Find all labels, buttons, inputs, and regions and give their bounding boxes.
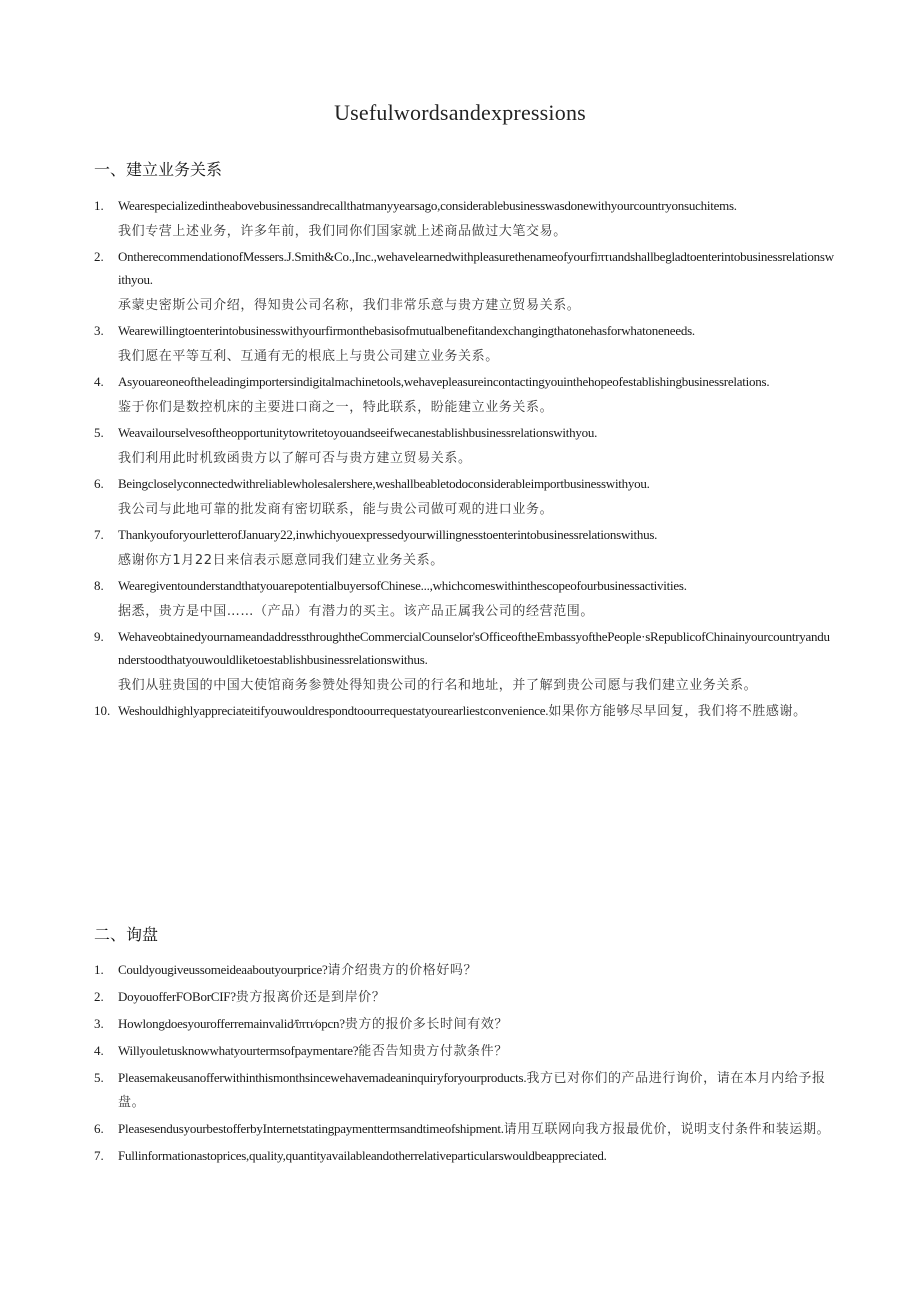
english-sentence: OntherecommendationofMessers.J.Smith&Co.,Inc.,wehavelearnedwithpleasurethenameofyourfiπτιandshallbegladtoenterintobusinessrelationswithyou. [118, 249, 834, 287]
list-item [94, 472, 834, 521]
chinese-translation: 据悉，贵方是中国……（产品）有潜力的买主。该产品正属我公司的经营范围。 [118, 604, 595, 619]
item-number: 7. [94, 527, 104, 542]
item-number: 3. [94, 1016, 104, 1031]
english-sentence: Fullinformationastoprices,quality,quantityavailableandotherrelativeparticularswouldbeappreciated. [118, 1148, 607, 1163]
english-sentence: WearegiventounderstandthatyouarepotentialbuyersofChinese...,whichcomeswithinthescopeofourbusinessactivities. [118, 578, 687, 593]
item-number: 6. [94, 1121, 104, 1136]
list-item [94, 625, 834, 697]
english-sentence: WehaveobtainedyournameandaddressthroughtheCommercialCounselor'sOfficeoftheEmbassyofthePeople·sRepublicofChinainyourcountryandunderstoodthatyouwouldliketoestablishbusinessrelationswithus. [118, 629, 830, 667]
list-item [94, 958, 834, 982]
business-relations-list [94, 194, 834, 723]
chinese-translation: 我们从驻贵国的中国大使馆商务参赞处得知贵公司的行名和地址，并了解到贵公司愿与我们建立业务关系。 [118, 678, 758, 693]
list-item [94, 699, 834, 723]
section-heading-business-relations: 一、建立业务关系 [94, 160, 223, 179]
item-number: 2. [94, 249, 104, 264]
list-item [94, 194, 834, 243]
item-number: 9. [94, 629, 104, 644]
list-item [94, 1117, 834, 1141]
list-item [94, 574, 834, 623]
item-number: 6. [94, 476, 104, 491]
english-sentence: Asyouareoneoftheleadingimportersindigitalmachinetools,wehavepleasureincontactingyouinthehopeofestablishingbusinessrelations. [118, 374, 770, 389]
english-sentence: Beingcloselyconnectedwithreliablewholesalershere,weshallbeabletodoconsiderableimportbusinesswithyou. [118, 476, 650, 491]
list-item [94, 1144, 834, 1167]
item-number: 4. [94, 1043, 104, 1058]
english-sentence: Howlongdoesyourofferremainvalid∕ϊπτι∕opcn? [118, 1016, 345, 1031]
chinese-translation: 贵方的报价多长时间有效？ [344, 1017, 509, 1032]
english-sentence: ThankyouforyourletterofJanuary22,inwhichyouexpressedyourwillingnesstoenterintobusinessrelationswithus. [118, 527, 658, 542]
item-number: 4. [94, 374, 104, 389]
chinese-translation: 我公司与此地可靠的批发商有密切联系，能与贵公司做可观的进口业务。 [118, 502, 554, 517]
item-number: 2. [94, 989, 104, 1004]
chinese-translation: 能否告知贵方付款条件？ [358, 1044, 508, 1059]
item-number: 3. [94, 323, 104, 338]
list-item [94, 523, 834, 572]
english-sentence: Wearespecializedintheabovebusinessandrecallthatmanyyearsago,considerablebusinesswasdonewithyourcountryonsuchitems. [118, 198, 737, 213]
english-sentence: Couldyougiveussomeideaaboutyourprice? [118, 962, 328, 977]
english-sentence: PleasesendusyourbestofferbyInternetstatingpaymenttermsandtimeofshipment. [118, 1121, 504, 1136]
section-heading-inquiry: 二、询盘 [94, 925, 159, 944]
chinese-translation: 请用互联网向我方报最优价，说明支付条件和装运期。 [503, 1122, 831, 1137]
list-item [94, 985, 834, 1009]
english-sentence: DoyouofferFOBorCIF? [118, 989, 236, 1004]
chinese-translation: 如果你方能够尽早回复，我们将不胜感谢。 [548, 704, 807, 719]
chinese-translation: 我们专营上述业务，许多年前，我们同你们国家就上述商品做过大笔交易。 [118, 224, 567, 239]
list-item [94, 1039, 834, 1063]
chinese-translation: 贵方报离价还是到岸价？ [235, 990, 386, 1005]
inquiry-list [94, 958, 834, 1170]
page-title: Usefulwordsandexpressions [334, 100, 586, 125]
list-item [94, 319, 834, 368]
chinese-translation: 鉴于你们是数控机床的主要进口商之一，特此联系，盼能建立业务关系。 [118, 400, 554, 415]
item-number: 1. [94, 962, 104, 977]
chinese-translation: 承蒙史密斯公司介绍，得知贵公司名称，我们非常乐意与贵方建立贸易关系。 [118, 298, 581, 313]
item-number: 7. [94, 1148, 104, 1163]
chinese-translation: 我们愿在平等互利、互通有无的根底上与贵公司建立业务关系。 [118, 349, 499, 364]
item-number: 1. [94, 198, 104, 213]
chinese-translation: 感谢你方1月22日来信表示愿意同我们建立业务关系。 [118, 553, 444, 568]
chinese-translation: 我们利用此时机致函贵方以了解可否与贵方建立贸易关系。 [118, 451, 472, 466]
chinese-translation: 我方已对你们的产品进行询价，请在本月内给予报盘。 [118, 1071, 826, 1110]
list-item [94, 1066, 834, 1114]
item-number: 5. [94, 425, 104, 440]
english-sentence: Pleasemakeusanofferwithinthismonthsincewehavemadeaninquiryforyourproducts. [118, 1070, 527, 1085]
list-item [94, 245, 834, 317]
item-number: 10. [94, 703, 111, 718]
english-sentence: Wearewillingtoenterintobusinesswithyourfirmonthebasisofmutualbenefitandexchangingthatonehasforwhatoneneeds. [118, 323, 695, 338]
chinese-translation: 请介绍贵方的价格好吗？ [327, 963, 478, 978]
item-number: 5. [94, 1070, 104, 1085]
list-item [94, 421, 834, 470]
list-item [94, 1012, 834, 1036]
list-item [94, 370, 834, 419]
item-number: 8. [94, 578, 104, 593]
english-sentence: Willyouletusknowwhatyourtermsofpaymentare? [118, 1043, 359, 1058]
english-sentence: Weavailourselvesoftheopportunitytowritetoyouandseeifwecanestablishbusinessrelationswithyou. [118, 425, 598, 440]
english-sentence: Weshouldhighlyappreciateitifyouwouldrespondtoourrequestatyourearliestconvenience. [118, 703, 549, 718]
